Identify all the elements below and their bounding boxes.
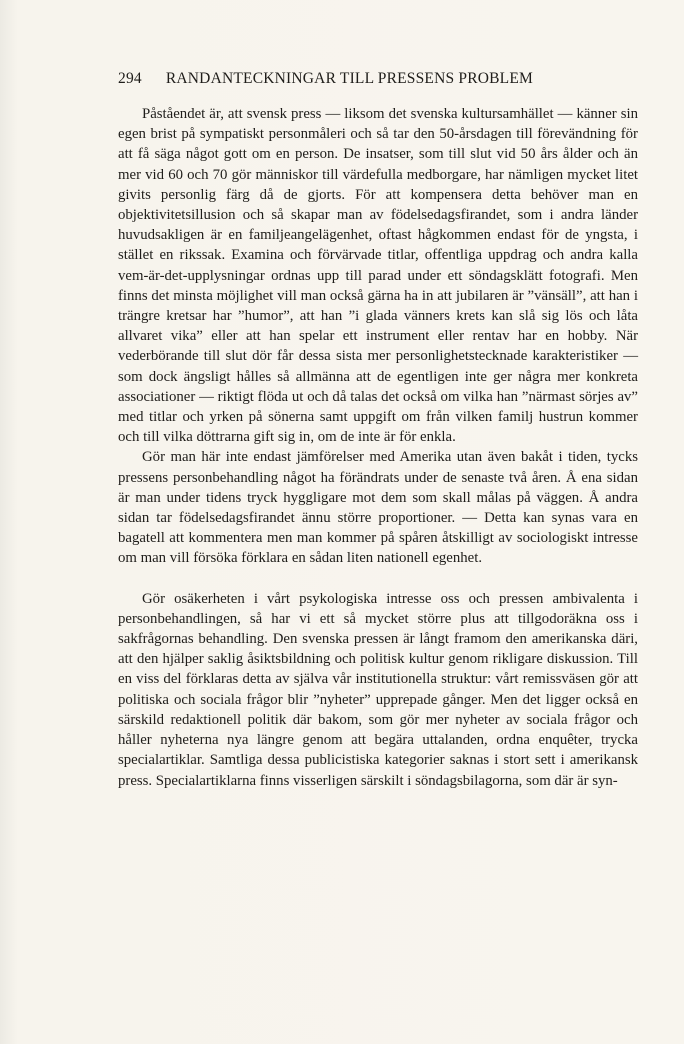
page-number: 294: [118, 70, 142, 87]
paragraph-1: Påståendet är, att svensk press — liksom det svenska kultursamhället — känner sin egen brist på sympatiskt personmåleri och så tar den 50-årsdagen till förevändning för att få säga något gott om en person. De insatser, som till slut vid 50 års ålder och än mer vid 60 och 70 gör människor till värdefulla medborgare, har nämligen mycket litet givits personlig färg då de gjorts. För att kompensera detta behöver man en objektivitetsillusion och så skapar man av födelsedagsfirandet, som i andra länder huvudsakligen är en familjeangelägenhet, oftast hågkommen endast för de yngsta, i stället en rikssak. Examina och förvärvade titlar, offentliga uppdrag och andra kalla vem-är-det-upplysningar ordnas upp till parad under ett söndagsklätt fotografi. Men finns det minsta möjlighet vill man också gärna ha in att jubilaren är ”vänsäll”, att han i trängre kretsar har ”humor”, att han ”i glada vänners krets kan slå sig lös och låta allvaret vika” eller att han spelar ett instrument eller rentav har en hobby. När vederbörande till slut dör får dessa sista mer personlighetstecknade karakteristiker — som dock ängsligt hålles så allmänna att de egentligen inte ger några mer konkreta associationer — riktigt flöda ut och då talas det också om vilka han ”närmast sörjes av” med titlar och yrken på sönerna samt uppgift om från vilken familj hustrun kommer och till vilka döttrarna gift sig in, om de inte är för enkla.: [118, 106, 638, 446]
running-title: RANDANTECKNINGAR TILL PRESSENS PROBLEM: [165, 70, 534, 87]
paragraph-3: Gör osäkerheten i vårt psykologiska intresse oss och pressen ambivalenta i personbehandlingen, så har vi ett så mycket större plus att tillgodoräkna oss i sakfrågornas behandling. Den svenska pressen är långt framom den amerikanska däri, att den hjälper saklig åsiktsbildning och politisk kultur genom rikligare diskussion. Till en viss del förklaras detta av själva vår institutionella struktur: vårt remissväsen gör att politiska och sociala frågor blir ”nyheter” upprepade gånger. Men det ligger också en särskild redaktionell politik där bakom, som gör mer nyheter av sociala frågor och håller nyheterna nya längre genom att begära uttalanden, ordna enquêter, trycka specialartiklar. Samtliga dessa publicistiska kategorier saknas i stort sett i amerikansk press. Specialartiklarna finns visserligen särskilt i söndagsbilagorna, som där är syn-: [118, 590, 638, 789]
page-header: [118, 70, 588, 88]
page-body: [118, 104, 638, 791]
paragraph-2: Gör man här inte endast jämförelser med Amerika utan även bakåt i tiden, tycks pressens personbehandling något ha förändrats under de senaste två åren. Å ena sidan är man under tidens tryck hyggligare mot dem som skall målas på väggen. Å andra sidan tar födelsedagsfirandet ännu större proportioner. — Detta kan synas vara en bagatell att kommentera men man kommer på spåren åtskilligt av sociologiskt intresse om man vill försöka förklara en sådan liten nationell egenhet.: [118, 449, 638, 567]
